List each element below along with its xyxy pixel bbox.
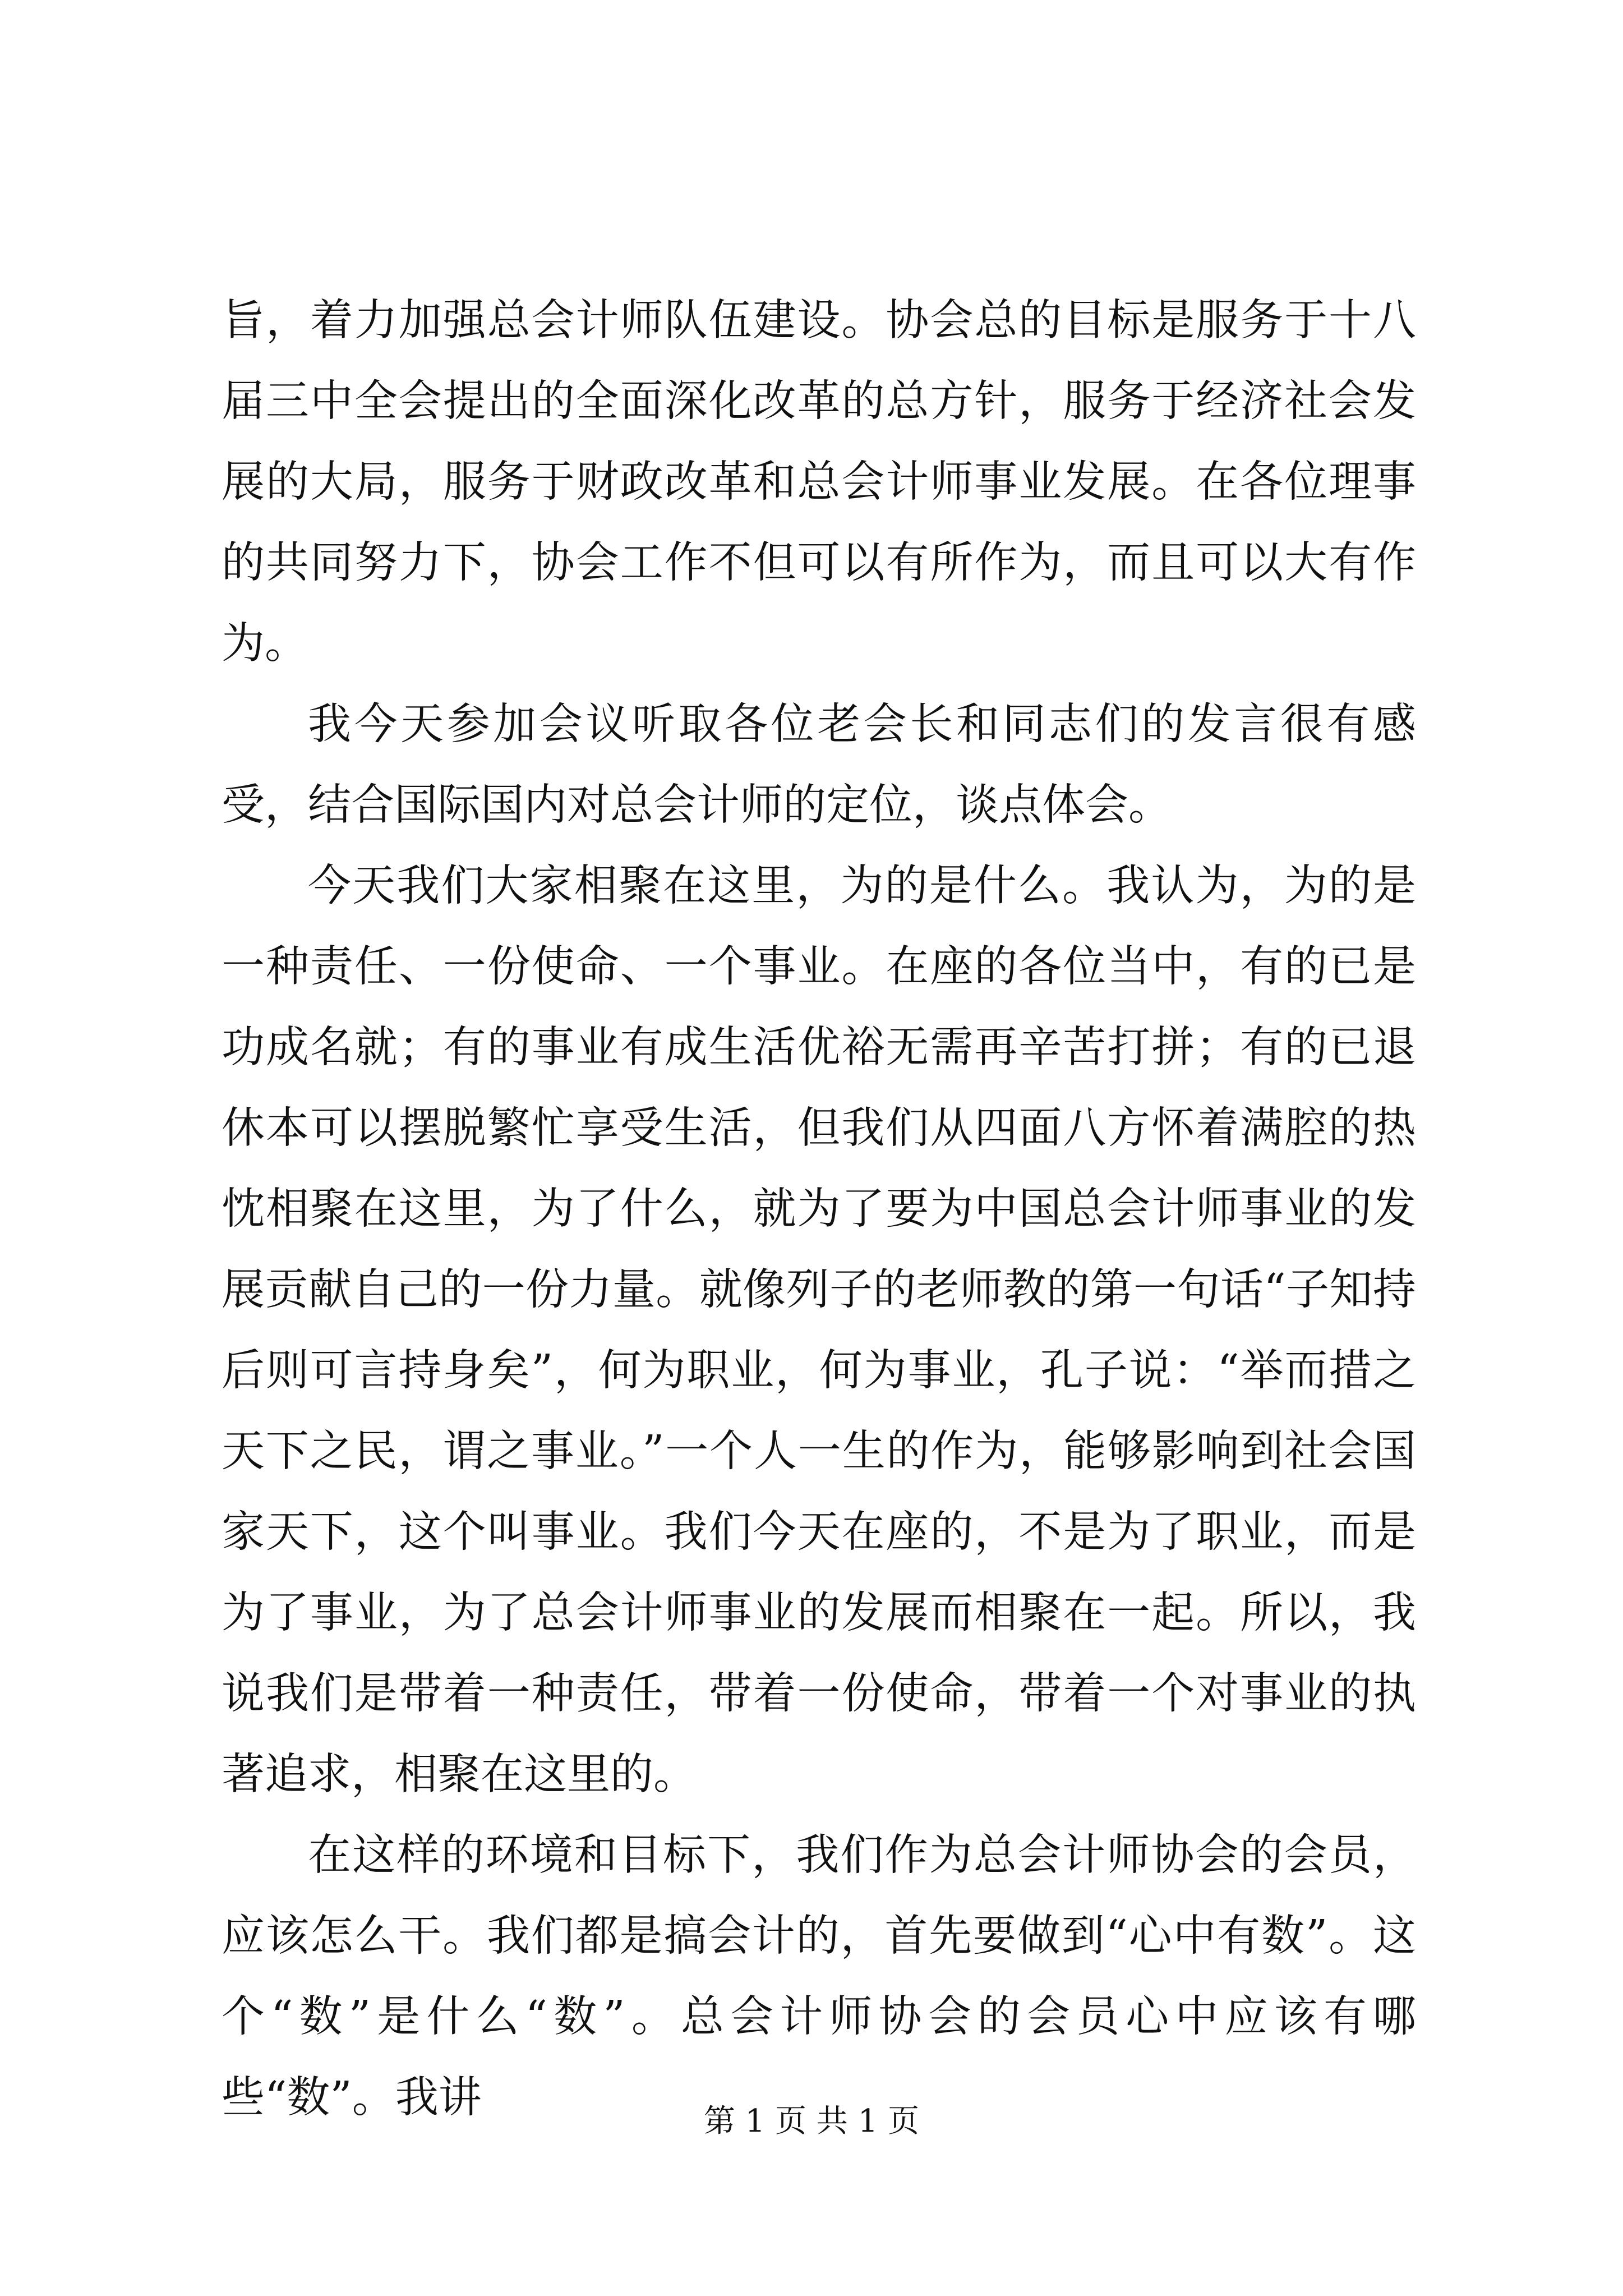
paragraph-4: 在这样的环境和目标下，我们作为总会计师协会的会员，应该怎么干。我们都是搞会计的，首先要做到“心中有数”。这个“数”是什么“数”。总会计师协会的会员心中应该有哪些“数”。我讲 [222, 1830, 1416, 2123]
paragraph-2: 我今天参加会议听取各位老会长和同志们的发言很有感受，结合国际国内对总会计师的定位，谈点体会。 [222, 700, 1416, 830]
paragraph-1: 旨，着力加强总会计师队伍建设。协会总的目标是服务于十八届三中全会提出的全面深化改革的总方针，服务于经济社会发展的大局，服务于财政改革和总会计师事业发展。在各位理事的共同努力下，协会工作不但可以有所作为，而且可以大有作为。 [222, 296, 1416, 669]
paragraph-3: 今天我们大家相聚在这里，为的是什么。我认为，为的是一种责任、一份使命、一个事业。在座的各位当中，有的已是功成名就；有的事业有成生活优裕无需再辛苦打拼；有的已退休本可以摆脱繁忙享受生活，但我们从四面八方怀着满腔的热忱相聚在这里，为了什么，就为了要为中国总会计师事业的发展贡献自己的一份力量。就像列子的老师教的第一句话“子知持后则可言持身矣”，何为职业，何为事业，孔子说：“举而措之天下之民，谓之事业。”一个人一生的作为，能够影响到社会国家天下，这个叫事业。我们今天在座的，不是为了职业，而是为了事业，为了总会计师事业的发展而相聚在一起。所以，我说我们是带着一种责任，带着一份使命，带着一个对事业的执著追求，相聚在这里的。 [222, 861, 1416, 1800]
document-body [222, 280, 1416, 2138]
page-number-label: 第 1 页 共 1 页 [703, 2103, 920, 2139]
page-footer [0, 2099, 1623, 2144]
